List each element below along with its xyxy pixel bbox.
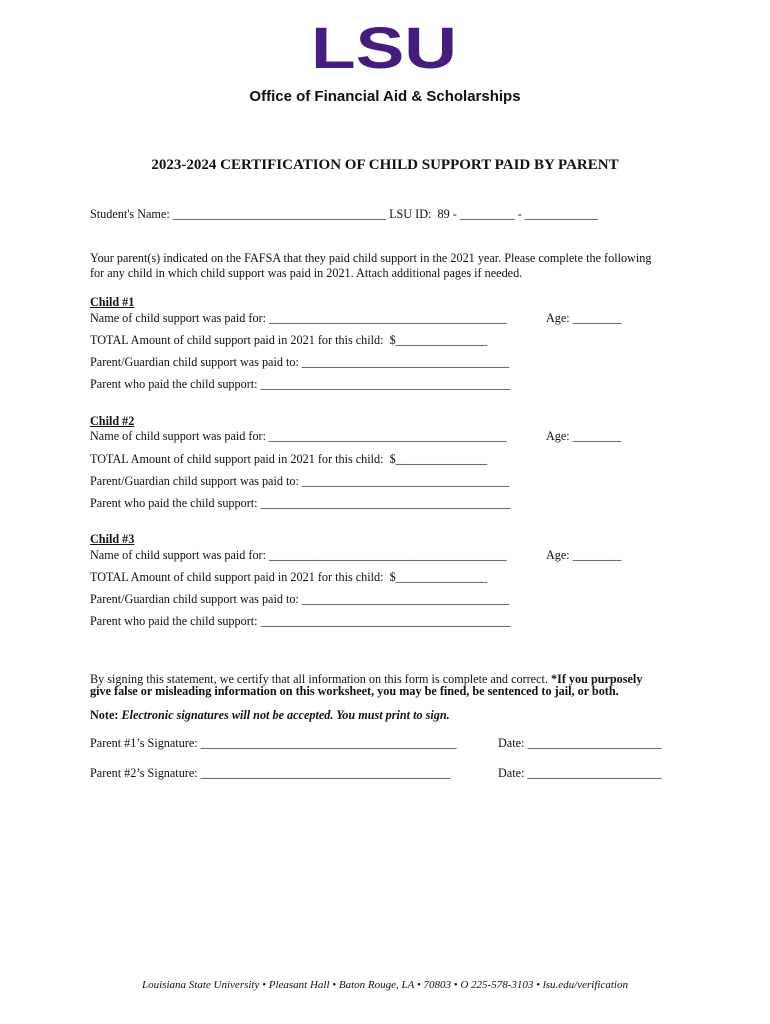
office-name: Office of Financial Aid & Scholarships <box>249 88 521 105</box>
child-1-age-field[interactable]: Age: ________ <box>546 311 622 325</box>
child-1-parent-field[interactable]: Parent who paid the child support: _________________________________________ <box>90 377 511 391</box>
child-1-total-field[interactable]: TOTAL Amount of child support paid in 2021 for this child: $_______________ <box>90 333 488 347</box>
child-2-name-field[interactable]: Name of child support was paid for: _______________________________________ <box>90 429 507 443</box>
certification-warning: give false or misleading information on this worksheet, you may be fined, be sentenced to jail, or both. <box>90 684 619 698</box>
parent-2-date-field[interactable]: Date: ______________________ <box>498 766 662 780</box>
parent-2-signature-field[interactable]: Parent #2’s Signature: _________________________________________ <box>90 766 451 780</box>
parent-1-date-field[interactable]: Date: ______________________ <box>498 736 662 750</box>
note <box>90 708 450 723</box>
child-2-guardian-field[interactable]: Parent/Guardian child support was paid to: __________________________________ <box>90 474 510 488</box>
child-1-heading: Child #1 <box>90 295 135 309</box>
certification-text: By signing this statement, we certify that all information on this form is complete and correct. <box>90 672 551 686</box>
child-3-guardian-field[interactable]: Parent/Guardian child support was paid to: __________________________________ <box>90 592 510 606</box>
child-3-age-field[interactable]: Age: ________ <box>546 548 622 562</box>
note-text: Electronic signatures will not be accepted. You must print to sign. <box>121 708 450 722</box>
lsu-logo <box>310 22 458 72</box>
child-2-heading: Child #2 <box>90 414 135 428</box>
parent-1-signature-field[interactable]: Parent #1’s Signature: __________________________________________ <box>90 736 457 750</box>
child-2-total-field[interactable]: TOTAL Amount of child support paid in 2021 for this child: $_______________ <box>90 452 488 466</box>
intro-text-line-2: for any child in which child support was paid in 2021. Attach additional pages if needed. <box>90 266 523 280</box>
child-1-guardian-field[interactable]: Parent/Guardian child support was paid to: __________________________________ <box>90 355 510 369</box>
logo-text: LSU <box>311 22 457 72</box>
student-name-id-field[interactable]: Student's Name: ___________________________________ LSU ID: 89 - _________ - ____________ <box>90 207 598 221</box>
form-title: 2023-2024 CERTIFICATION OF CHILD SUPPORT PAID BY PARENT <box>151 157 619 173</box>
intro-text-line-1: Your parent(s) indicated on the FAFSA that they paid child support in the 2021 year. Please complete the following <box>90 251 652 265</box>
note-label: Note: <box>90 708 122 722</box>
child-3-name-field[interactable]: Name of child support was paid for: _______________________________________ <box>90 548 507 562</box>
child-2-age-field[interactable]: Age: ________ <box>546 429 622 443</box>
child-3-total-field[interactable]: TOTAL Amount of child support paid in 2021 for this child: $_______________ <box>90 570 488 584</box>
certification-warning-start: *If you purposely <box>550 672 643 686</box>
footer-address: Louisiana State University • Pleasant Hall • Baton Rouge, LA • 70803 • O 225-578-3103 • lsu.edu/verification <box>142 979 628 991</box>
child-1-name-field[interactable]: Name of child support was paid for: _______________________________________ <box>90 311 507 325</box>
child-3-parent-field[interactable]: Parent who paid the child support: _________________________________________ <box>90 614 511 628</box>
child-2-parent-field[interactable]: Parent who paid the child support: _________________________________________ <box>90 496 511 510</box>
child-3-heading: Child #3 <box>90 532 135 546</box>
